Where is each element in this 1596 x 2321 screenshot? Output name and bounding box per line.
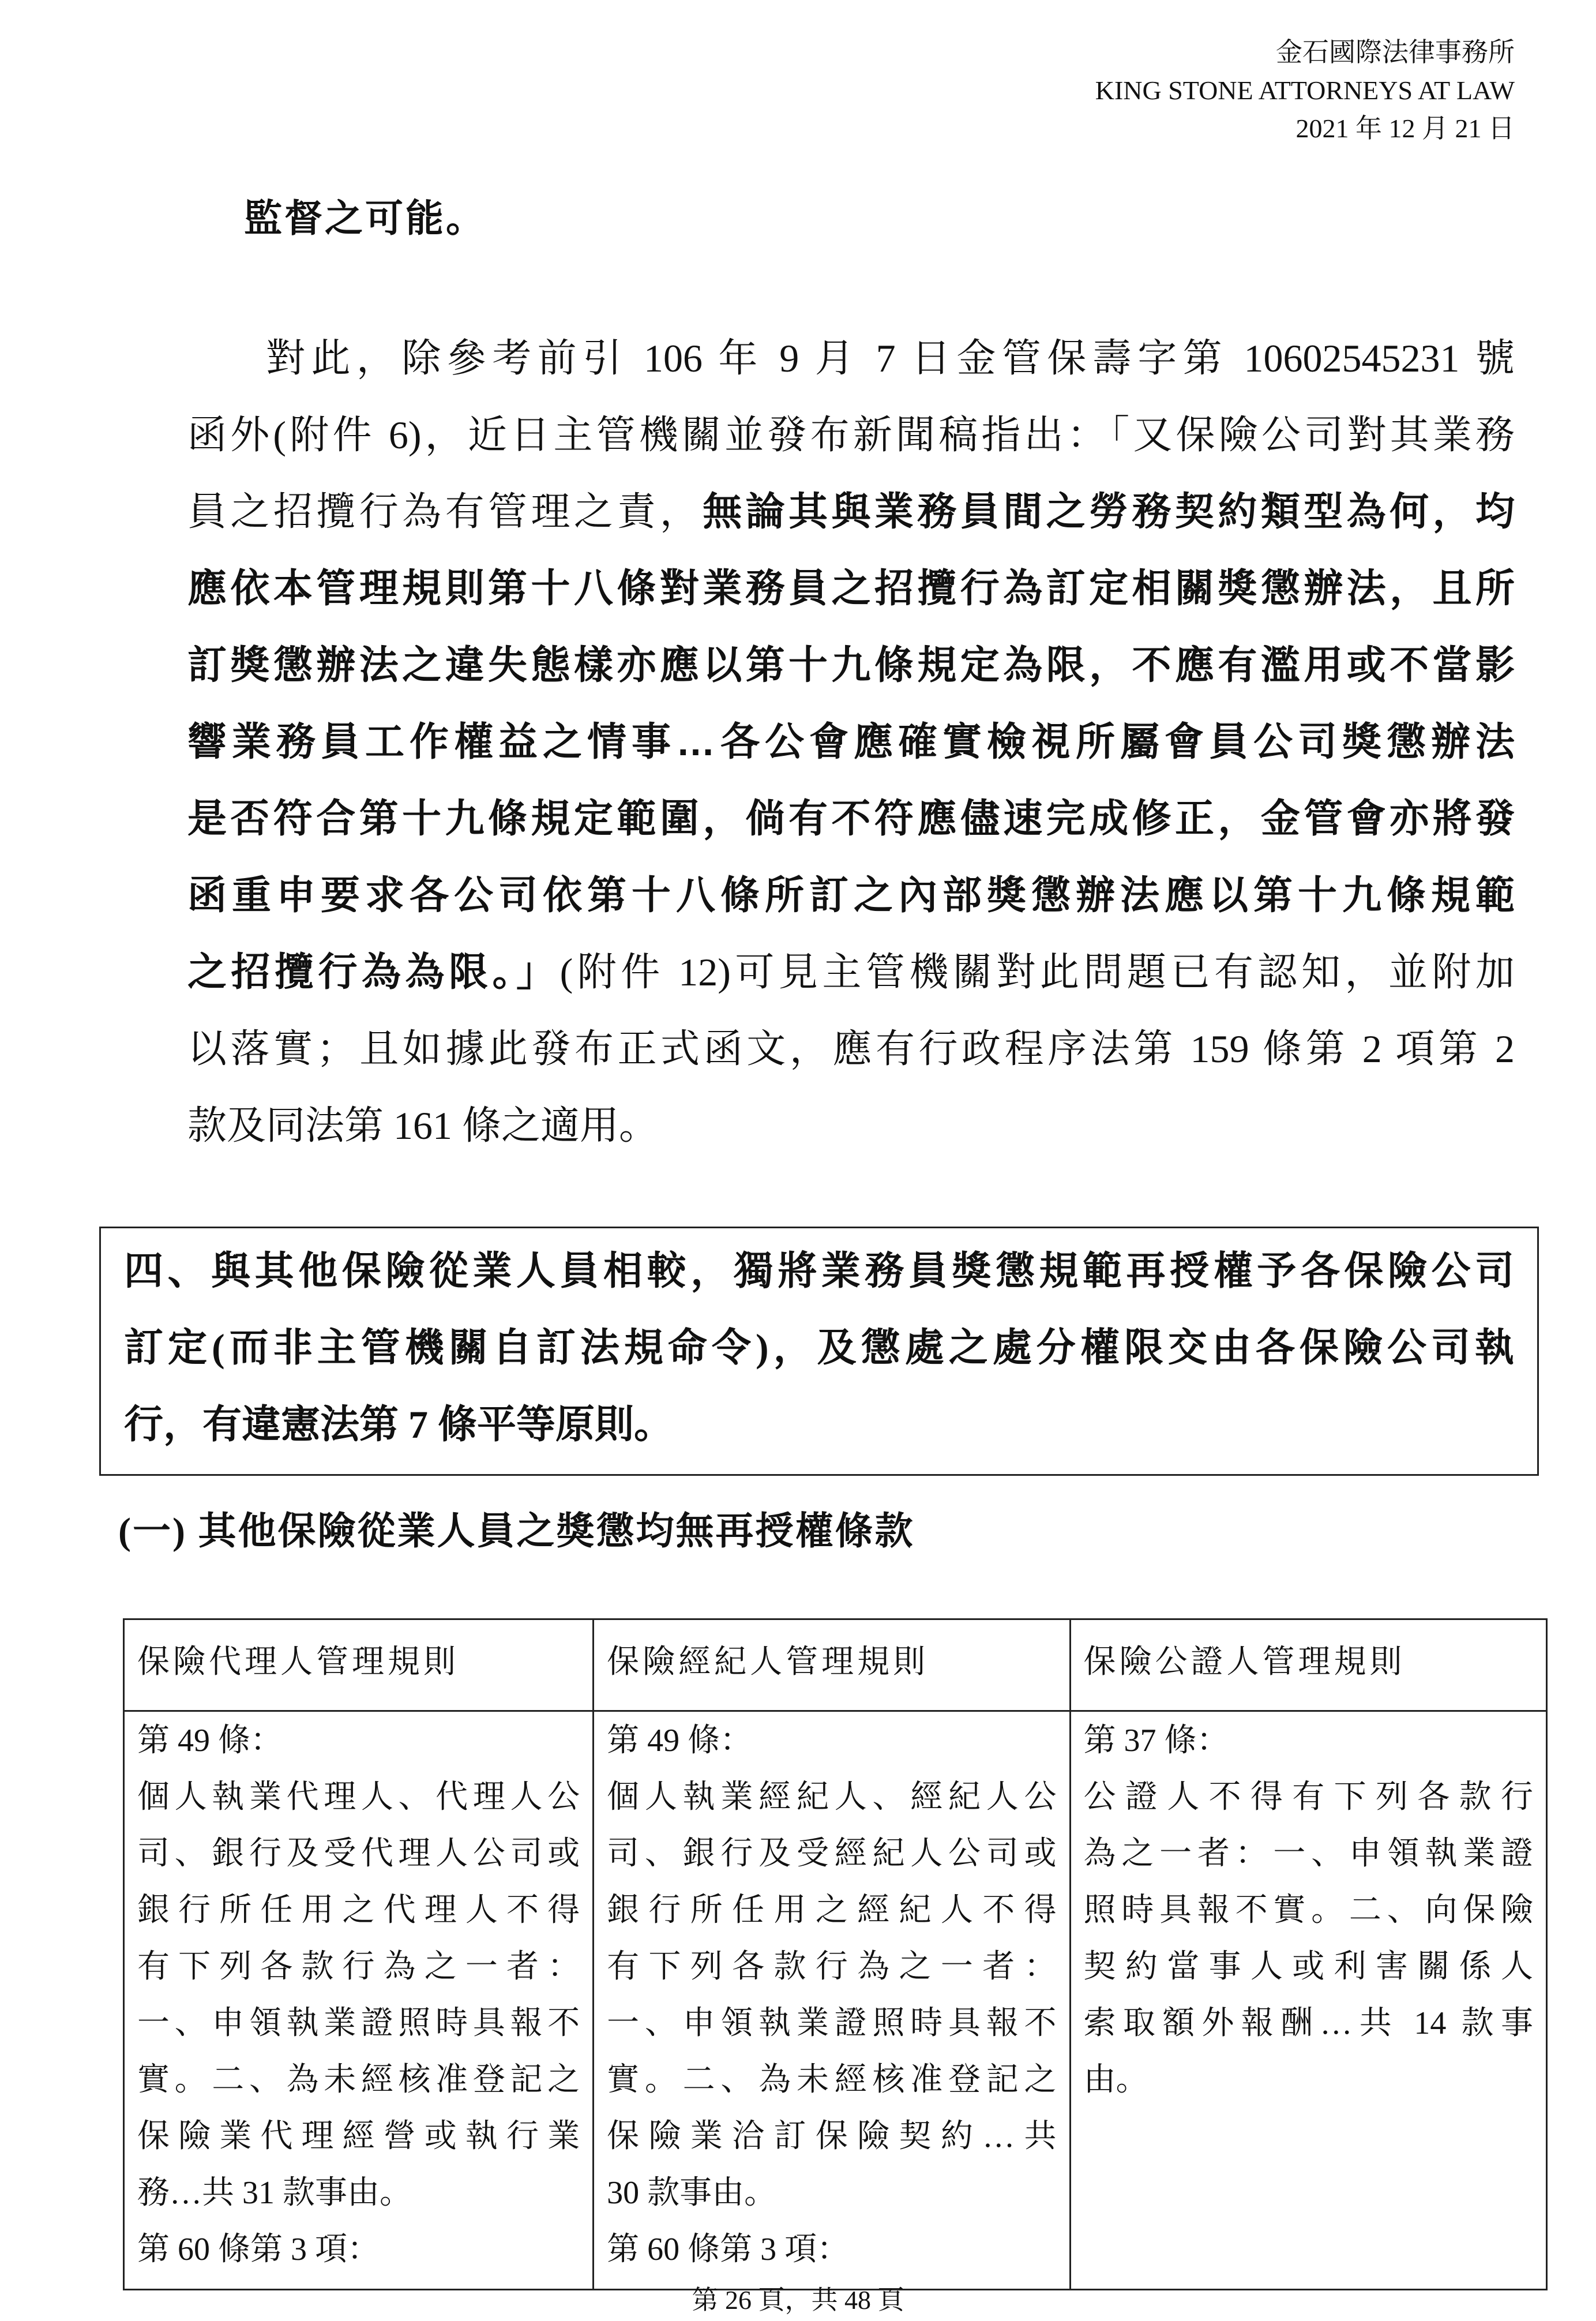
table-cell-line: 一、申領執業證照時具報不 [607, 2005, 1057, 2041]
paragraph-line [187, 715, 1515, 792]
table-cell [594, 1711, 1070, 2290]
table-cell-line: 第 60 條第 3 項： [607, 2232, 850, 2267]
firm-name-cn: 金石國際法律事務所 [1276, 38, 1515, 67]
paragraph-line [187, 792, 1515, 869]
table-cell-line: 個人執業代理人、代理人公 [137, 1779, 580, 1815]
table-cell [1070, 1711, 1546, 2290]
table-cell-line: 30 款事由。 [607, 2175, 777, 2211]
table-cell-line: 公證人不得有下列各款行 [1083, 1779, 1533, 1815]
paragraph-line [187, 869, 1515, 946]
table-header-cell: 保險代理人管理規則 [124, 1619, 594, 1711]
table-cell-line: 個人執業經紀人、經紀人公 [607, 1779, 1057, 1815]
table-cell-line: 第 60 條第 3 項： [137, 2232, 380, 2267]
table-cell-line: 由。 [1083, 2062, 1148, 2098]
paragraph-line [187, 562, 1515, 639]
emphasized-quote-text: 函重申要求各公司依第十八條所訂之內部獎懲辦法應以第十九條規範 [187, 873, 1515, 917]
paragraph-text: 以落實；且如據此發布正式函文，應有行政程序法第 159 條第 2 項第 2 [187, 1027, 1515, 1071]
page-number: 第 26 頁，共 48 頁 [692, 2285, 904, 2315]
emphasized-quote-text: 訂獎懲辦法之違失態樣亦應以第十九條規定為限，不應有濫用或不當影 [187, 643, 1515, 687]
paragraph-text: 函外(附件 6)，近日主管機關並發布新聞稿指出：「又保險公司對其業務 [187, 413, 1515, 457]
paragraph-text: (附件 12)可見主管機關對此問題已有認知，並附加 [559, 950, 1515, 994]
firm-name-en: KING STONE ATTORNEYS AT LAW [1095, 76, 1515, 105]
table-cell-line: 實。二、為未經核准登記之 [607, 2062, 1057, 2098]
table-cell-line: 司、銀行及受經紀人公司或 [607, 1836, 1057, 1872]
table-cell-line: 索取額外報酬…共 14 款事 [1083, 2005, 1533, 2041]
paragraph-line [187, 1099, 1515, 1176]
section-heading-box [99, 1227, 1539, 1476]
paragraph-line [187, 485, 1515, 562]
table-cell-line: 第 37 條： [1083, 1723, 1229, 1758]
table-cell-line: 銀行所任用之代理人不得 [137, 1892, 580, 1928]
emphasized-quote-text: 響業務員工作權益之情事…各公會應確實檢視所屬會員公司獎懲辦法 [187, 720, 1515, 764]
table-row [124, 1711, 1547, 2290]
table-cell-line: 一、申領執業證照時具報不 [137, 2005, 580, 2041]
table-cell-line: 契約當事人或利害關係人 [1083, 1949, 1533, 1985]
paragraph-text: 對此，除參考前引 106 年 9 月 7 日金管保壽字第 10602545231 號 [266, 336, 1515, 380]
table-cell-line: 保險業代理經營或執行業 [137, 2118, 580, 2154]
table-header-row [124, 1619, 1547, 1711]
document-date: 2021 年 12 月 21 日 [1295, 114, 1515, 143]
table-cell-line: 第 49 條： [607, 1723, 753, 1758]
paragraph-line [187, 332, 1515, 408]
section-heading-line: 行，有違憲法第 7 條平等原則。 [124, 1403, 674, 1446]
section-heading-line: 訂定(而非主管機關自訂法規命令)，及懲處之處分權限交由各保險公司執 [124, 1326, 1514, 1370]
table-cell-line: 第 49 條： [137, 1723, 283, 1758]
paragraph-line [187, 408, 1515, 485]
table-cell-line: 務…共 31 款事由。 [137, 2175, 412, 2211]
emphasized-quote-text: 之招攬行為為限。」 [187, 950, 560, 994]
emphasized-quote-text: 是否符合第十九條規定範圍，倘有不符應儘速完成修正，金管會亦將發 [187, 797, 1515, 841]
table-cell-line: 為之一者：一、申領執業證 [1083, 1836, 1533, 1872]
comparison-table [123, 1618, 1548, 2290]
body-paragraph [187, 332, 1515, 1176]
table-cell-line: 實。二、為未經核准登記之 [137, 2062, 580, 2098]
subheading: (一) 其他保險從業人員之獎懲均無再授權條款 [118, 1510, 915, 1553]
lead-text: 監督之可能。 [244, 198, 486, 240]
paragraph-line [187, 1022, 1515, 1099]
table-cell-line: 有下列各款行為之一者： [137, 1949, 580, 1985]
paragraph-text: 員之招攬行為有管理之責， [187, 490, 703, 534]
emphasized-quote-text: 無論其與業務員間之勞務契約類型為何，均 [703, 490, 1515, 534]
paragraph-text: 款及同法第 161 條之適用。 [187, 1104, 659, 1148]
table-header-cell: 保險公證人管理規則 [1070, 1619, 1546, 1711]
table-cell-line: 保險業洽訂保險契約…共 [607, 2118, 1057, 2154]
table-cell-line: 照時具報不實。二、向保險 [1083, 1892, 1533, 1928]
table-cell [124, 1711, 594, 2290]
paragraph-line [187, 946, 1515, 1022]
emphasized-quote-text: 應依本管理規則第十八條對業務員之招攬行為訂定相關獎懲辦法，且所 [187, 567, 1515, 610]
paragraph-line [187, 639, 1515, 715]
table-cell-line: 銀行所任用之經紀人不得 [607, 1892, 1057, 1928]
table-cell-line: 司、銀行及受代理人公司或 [137, 1836, 580, 1872]
letterhead [1095, 33, 1515, 148]
table-header-cell: 保險經紀人管理規則 [594, 1619, 1070, 1711]
section-heading-line: 四、與其他保險從業人員相較，獨將業務員獎懲規範再授權予各保險公司 [124, 1249, 1514, 1293]
table-cell-line: 有下列各款行為之一者： [607, 1949, 1057, 1985]
